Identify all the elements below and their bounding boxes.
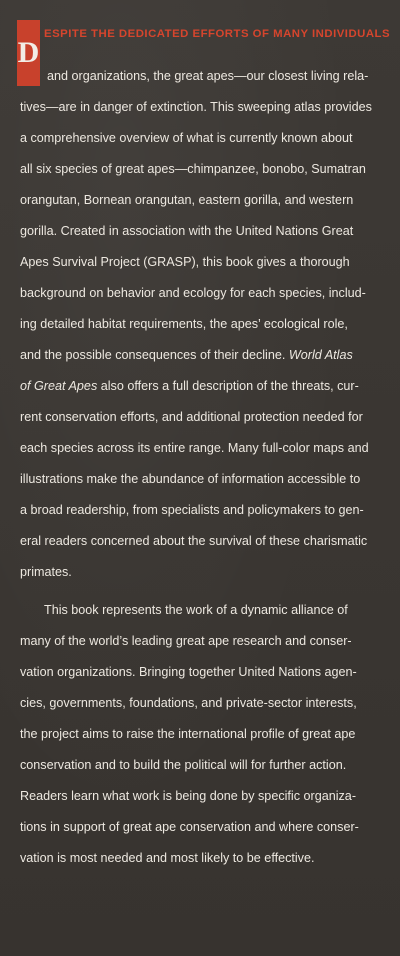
book-title-italic-part-1: World Atlas — [288, 348, 353, 362]
paragraph-1-line-13: each species across its entire range. Many full-color maps and — [20, 441, 369, 455]
paragraph-2-line-7: Readers learn what work is being done by specific organiza- — [20, 789, 357, 803]
paragraph-2-line-1: This book represents the work of a dynamic alliance of — [44, 603, 348, 617]
paragraph-1-line-10 — [20, 347, 353, 363]
paragraph-1-line-5: orangutan, Bornean orangutan, eastern gorilla, and western — [20, 193, 354, 207]
paragraph-1-line-17: primates. — [20, 565, 72, 579]
paragraph-1-line-9: ing detailed habitat requirements, the apes’ ecological role, — [20, 317, 348, 331]
drop-cap: D — [17, 20, 40, 86]
paragraph-1-line-15: a broad readership, from specialists and policymakers to gen- — [20, 503, 364, 517]
paragraph-1-line-12: rent conservation efforts, and additional protection needed for — [20, 410, 363, 424]
paragraph-1-line-10-text: and the possible consequences of their decline. — [20, 348, 289, 362]
paragraph-2-line-4: cies, governments, foundations, and private-sector interests, — [20, 696, 357, 710]
paragraph-2-line-3: vation organizations. Bringing together United Nations agen- — [20, 665, 357, 679]
paragraph-2-line-9: vation is most needed and most likely to be effective. — [20, 851, 315, 865]
paragraph-1-line-16: eral readers concerned about the survival of these charismatic — [20, 534, 368, 548]
paragraph-1-line-3: a comprehensive overview of what is currently known about — [20, 131, 353, 145]
paragraph-1-line-11-text: also offers a full description of the threats, cur- — [97, 379, 359, 393]
book-title-italic-part-2: of Great Apes — [20, 379, 98, 393]
paragraph-1-line-7: Apes Survival Project (GRASP), this book gives a thorough — [20, 255, 350, 269]
paragraph-1-line-2: tives—are in danger of extinction. This sweeping atlas provides — [20, 100, 372, 114]
paragraph-1-line-4: all six species of great apes—chimpanzee, bonobo, Sumatran — [20, 162, 366, 176]
paragraph-2-line-6: conservation and to build the political will for further action. — [20, 758, 347, 772]
paragraph-1-line-14: illustrations make the abundance of information accessible to — [20, 472, 361, 486]
paragraph-2-line-5: the project aims to raise the international profile of great ape — [20, 727, 356, 741]
paragraph-2-line-2: many of the world’s leading great ape research and conser- — [20, 634, 352, 648]
lead-in-heading: ESPITE THE DEDICATED EFFORTS OF MANY INDIVIDUALS — [44, 28, 391, 40]
paragraph-2-line-8: tions in support of great ape conservation and where conser- — [20, 820, 359, 834]
paragraph-1-line-6: gorilla. Created in association with the United Nations Great — [20, 224, 354, 238]
paragraph-1-line-11 — [20, 378, 359, 394]
paragraph-1-line-8: background on behavior and ecology for each species, includ- — [20, 286, 366, 300]
paragraph-1-line-1: and organizations, the great apes—our closest living rela- — [47, 69, 369, 83]
